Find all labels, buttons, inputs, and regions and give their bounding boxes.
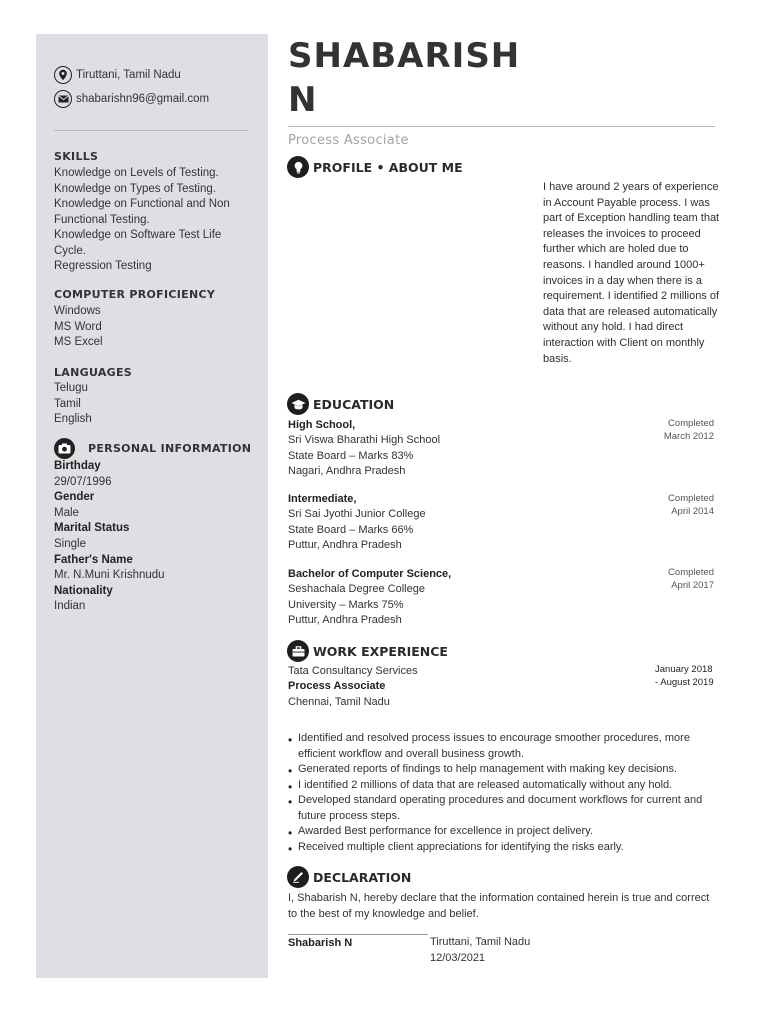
header-divider [288, 126, 715, 127]
gender-label: Gender [54, 491, 95, 504]
marital-status-label: Marital Status [54, 522, 130, 535]
skill-item: Knowledge on Types of Testing. [54, 182, 216, 195]
education-status: Completed [668, 567, 714, 578]
education-school: Sri Viswa Bharathi High School [288, 434, 441, 447]
skill-item: Knowledge on Functional and Non Functional Testing. [54, 198, 230, 226]
education-date [668, 567, 714, 592]
lightbulb-icon [287, 156, 309, 178]
education-entry [288, 418, 588, 480]
declaration-text: I, Shabarish N, hereby declare that the information contained herein is true and correct to the best of my knowledge and belief. [288, 892, 710, 920]
education-section-header [287, 393, 394, 415]
education-completion-date: April 2017 [671, 579, 714, 591]
education-school: Sri Sai Jyothi Junior College [288, 508, 426, 521]
education-degree: Bachelor of Computer Science, [288, 568, 452, 580]
skill-item: Regression Testing [54, 260, 152, 272]
personal-info-heading: PERSONAL INFORMATION [88, 442, 252, 455]
signature-place-date [430, 935, 530, 966]
education-board: University – Marks 75% [288, 598, 404, 611]
work-bullet: • Generated reports of findings to help management with making key decisions. [288, 762, 716, 778]
computer-item: MS Word [54, 320, 102, 333]
candidate-name: SHABARISH N [288, 36, 521, 120]
contact-email[interactable] [54, 90, 209, 108]
camera-icon [54, 438, 75, 459]
education-school: Seshachala Degree College [288, 583, 425, 596]
nationality-label: Nationality [54, 584, 113, 597]
location-pin-icon [54, 66, 72, 84]
work-bullets [288, 731, 716, 855]
language-item: Telugu [54, 382, 88, 394]
education-completion-date: April 2014 [671, 505, 714, 517]
education-status: Completed [668, 493, 714, 504]
education-heading: EDUCATION [313, 396, 395, 412]
profile-text: I have around 2 years of experience in Account Payable process. I was part of Exception handling team that releases the invoices to proceed further which are holed due to reasons. I handled around 1000+ invoices in a day when there is a requirement. I identified 2 millions of data that are released automatically without any hold. I had direct interaction with Client on monthly basis. [543, 181, 720, 365]
work-bullet: • Identified and resolved process issues to encourage smoother procedures, more efficient workflow and overall business growth. [288, 731, 716, 762]
education-entry [288, 492, 588, 554]
marital-status-value: Single [54, 537, 86, 550]
work-bullet: • Developed standard operating procedures and document workflows for current and future process steps. [288, 793, 716, 824]
sidebar-divider [54, 130, 248, 131]
languages-list [54, 381, 254, 428]
personal-info-header [54, 438, 251, 459]
skill-item: Knowledge on Software Test Life Cycle. [54, 229, 222, 257]
birthday-value: 29/07/1996 [54, 475, 112, 488]
email-text[interactable]: shabarishn96@gmail.com [76, 93, 210, 105]
computer-proficiency-heading: COMPUTER PROFICIENCY [54, 288, 216, 301]
work-date-start: January 2018 [655, 664, 713, 675]
location-text: Tiruttani, Tamil Nadu [76, 69, 181, 81]
language-item: Tamil [54, 397, 81, 410]
education-place: Puttur, Andhra Pradesh [288, 614, 402, 627]
declaration-place: Tiruttani, Tamil Nadu [430, 936, 531, 948]
computer-item: Windows [54, 305, 101, 317]
contact-location [54, 66, 181, 84]
briefcase-icon [287, 640, 309, 662]
declaration-section-header [287, 866, 411, 888]
birthday-label: Birthday [54, 460, 101, 472]
computer-item: MS Excel [54, 336, 103, 348]
personal-info-list [54, 459, 254, 615]
education-board: State Board – Marks 83% [288, 449, 414, 462]
education-place: Puttur, Andhra Pradesh [288, 539, 402, 552]
education-date [664, 418, 714, 443]
work-heading: WORK EXPERIENCE [313, 643, 448, 659]
pen-icon [287, 866, 309, 888]
education-completion-date: March 2012 [663, 430, 714, 442]
signature-name: Shabarish N [288, 937, 353, 949]
work-position: Process Associate [288, 680, 386, 693]
father-name-value: Mr. N.Muni Krishnudu [54, 569, 165, 582]
sidebar [36, 34, 268, 978]
work-date [655, 664, 725, 689]
work-entry [288, 664, 588, 710]
job-title: Process Associate [288, 133, 409, 148]
graduation-cap-icon [287, 393, 309, 415]
computer-proficiency-list [54, 304, 254, 351]
work-bullet: • Awarded Best performance for excellence in project delivery. [288, 824, 716, 840]
education-board: State Board – Marks 66% [288, 523, 414, 536]
profile-heading: PROFILE • ABOUT ME [313, 159, 463, 175]
education-degree: Intermediate, [288, 493, 357, 505]
work-place: Chennai, Tamil Nadu [288, 695, 390, 708]
work-section-header [287, 640, 448, 662]
skills-list [54, 166, 254, 275]
education-status: Completed [668, 418, 714, 429]
declaration-date: 12/03/2021 [430, 951, 486, 964]
work-company: Tata Consultancy Services [288, 665, 418, 677]
work-bullet: • Received multiple client appreciations for identifying the risks early. [288, 840, 716, 856]
education-entry [288, 567, 588, 629]
language-item: English [54, 413, 92, 425]
nationality-value: Indian [54, 600, 86, 613]
profile-section-header [287, 156, 463, 178]
gender-value: Male [54, 506, 79, 519]
education-date [668, 493, 714, 518]
work-date-end: - August 2019 [655, 676, 714, 688]
email-icon [54, 90, 72, 108]
languages-heading: LANGUAGES [54, 366, 133, 379]
declaration-heading: DECLARATION [313, 869, 412, 885]
education-degree: High School, [288, 419, 356, 431]
work-bullet: • I identified 2 millions of data that are released automatically without any hold. [288, 778, 716, 794]
father-name-label: Father's Name [54, 553, 133, 566]
skill-item: Knowledge on Levels of Testing. [54, 167, 219, 179]
education-place: Nagari, Andhra Pradesh [288, 465, 406, 478]
skills-heading: SKILLS [54, 150, 99, 163]
signature-line [288, 934, 428, 935]
